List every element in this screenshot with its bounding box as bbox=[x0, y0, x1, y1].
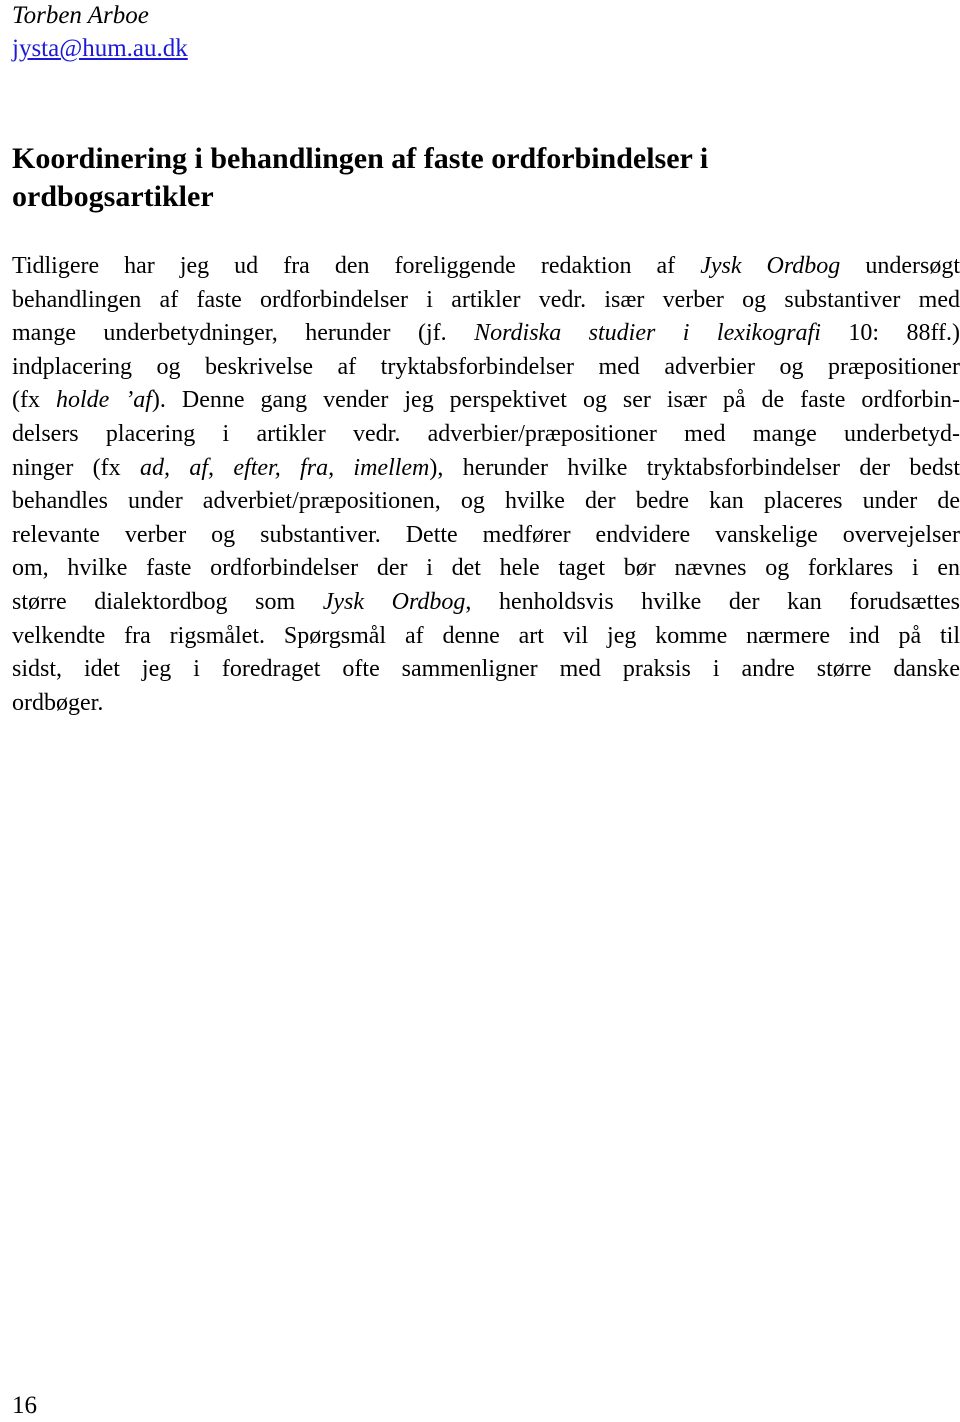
paragraph-line: større dialektordbog som Jysk Ordbog, henholdsvis hvilke der kan forudsættes bbox=[12, 588, 960, 615]
paragraph-line: sidst, idet jeg i foredraget ofte sammenligner med praksis i andre større danske bbox=[12, 656, 960, 683]
paragraph-line: delsers placering i artikler vedr. adverbier/præpositioner med mange underbetyd- bbox=[12, 420, 960, 447]
paragraph-line: relevante verber og substantiver. Dette medfører endvidere vanskelige overvejelser bbox=[12, 521, 960, 548]
author-email-link[interactable]: jysta@hum.au.dk bbox=[12, 35, 188, 62]
paragraph-line: (fx holde ’af). Denne gang vender jeg perspektivet og ser især på de faste ordforbin- bbox=[12, 387, 960, 414]
paragraph-line: mange underbetydninger, herunder (jf. Nordiska studier i lexikografi 10: 88ff.) bbox=[12, 320, 960, 347]
title-line: Koordinering i behandlingen af faste ordforbindelser i bbox=[12, 142, 709, 175]
author-name: Torben Arboe bbox=[12, 2, 149, 29]
paragraph-line: ninger (fx ad, af, efter, fra, imellem), herunder hvilke tryktabsforbindelser der bedst bbox=[12, 454, 960, 481]
article-title bbox=[12, 140, 942, 216]
paragraph-line: behandles under adverbiet/præpositionen, og hvilke der bedre kan placeres under de bbox=[12, 488, 960, 515]
paragraph-line: behandlingen af faste ordforbindelser i artikler vedr. især verber og substantiver med bbox=[12, 286, 960, 313]
paragraph-line: velkendte fra rigsmålet. Spørgsmål af denne art vil jeg komme nærmere ind på til bbox=[12, 622, 960, 649]
page-number: 16 bbox=[12, 1392, 37, 1419]
title-line: ordbogsartikler bbox=[12, 180, 214, 213]
paragraph-line: indplacering og beskrivelse af tryktabsforbindelser med adverbier og præpositioner bbox=[12, 353, 960, 380]
paragraph-line: Tidligere har jeg ud fra den foreliggende redaktion af Jysk Ordbog undersøgt bbox=[12, 253, 960, 279]
paragraph-line: om, hvilke faste ordforbindelser der i det hele taget bør nævnes og forklares i en bbox=[12, 555, 960, 582]
paragraph-line: ordbøger. bbox=[12, 689, 104, 716]
abstract-paragraph bbox=[12, 250, 960, 720]
